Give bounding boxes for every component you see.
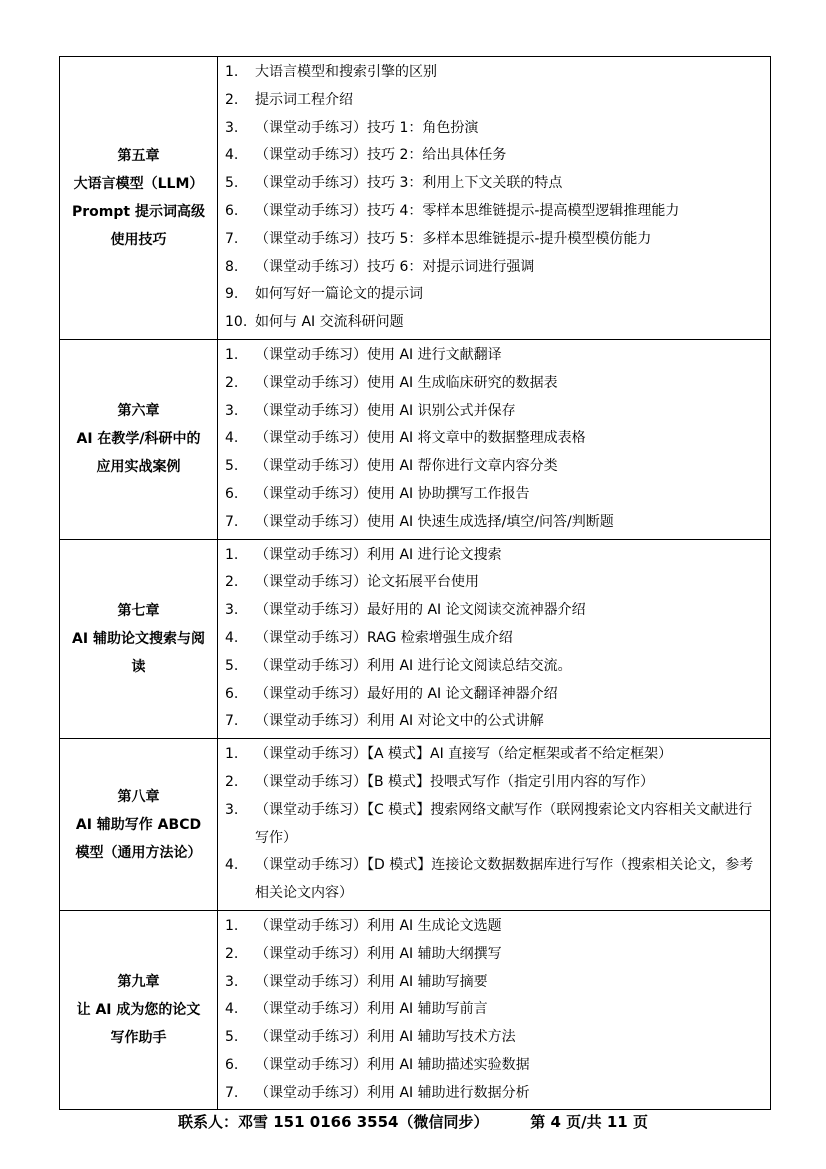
lesson-list	[218, 739, 770, 910]
lesson-text: （课堂动手练习）技巧 3：利用上下文关联的特点	[255, 175, 563, 192]
lesson-item	[218, 370, 770, 398]
lesson-text: （课堂动手练习）使用 AI 生成临床研究的数据表	[255, 374, 558, 391]
footer-contact: 联系人：邓雪 151 0166 3554（微信同步）	[178, 1113, 489, 1131]
lesson-item	[218, 226, 770, 254]
lesson-item	[218, 569, 770, 597]
chapter-items-cell	[218, 910, 771, 1110]
lesson-list	[218, 57, 770, 339]
lesson-item	[218, 996, 770, 1024]
chapter-title-line: 模型（通用方法论）	[75, 844, 202, 861]
lesson-item	[218, 1024, 770, 1052]
lesson-item	[218, 309, 770, 337]
lesson-number: 6.	[225, 485, 239, 502]
lesson-text: 大语言模型和搜索引擎的区别	[255, 64, 437, 80]
lesson-number: 7.	[225, 1084, 239, 1101]
lesson-text: （课堂动手练习）使用 AI 进行文献翻译	[255, 346, 502, 363]
lesson-number: 3.	[225, 973, 239, 990]
lesson-number: 7.	[225, 513, 239, 530]
lesson-text: （课堂动手练习）论文拓展平台使用	[255, 574, 479, 591]
chapter-title-line: 大语言模型（LLM）	[73, 175, 204, 192]
lesson-text: （课堂动手练习）利用 AI 辅助写摘要	[255, 973, 488, 990]
lesson-item	[218, 969, 770, 997]
chapter-title-line: 第六章	[117, 403, 160, 420]
lesson-text: （课堂动手练习）使用 AI 快速生成选择/填空/问答/判断题	[255, 513, 614, 530]
lesson-item	[218, 481, 770, 509]
lesson-item	[218, 198, 770, 226]
lesson-item	[218, 281, 770, 309]
lesson-item	[218, 453, 770, 481]
lesson-item	[218, 142, 770, 170]
lesson-number: 2.	[225, 574, 239, 591]
lesson-number: 7.	[225, 713, 239, 730]
lesson-number: 7.	[225, 230, 239, 247]
lesson-item	[218, 653, 770, 681]
chapter-title-cell	[60, 739, 218, 911]
lesson-number: 6.	[225, 685, 239, 702]
chapter-row	[60, 910, 771, 1110]
lesson-number: 2.	[225, 773, 239, 790]
lesson-text: （课堂动手练习）利用 AI 辅助大纲撰写	[255, 945, 502, 962]
chapter-title-line: 第七章	[117, 602, 160, 619]
lesson-text: （课堂动手练习）技巧 5：多样本思维链提示-提升模型模仿能力	[255, 230, 652, 247]
chapter-title-cell	[60, 339, 218, 539]
lesson-item	[218, 941, 770, 969]
lesson-item	[218, 852, 770, 908]
chapter-row	[60, 57, 771, 340]
lesson-text: （课堂动手练习）技巧 4：零样本思维链提示-提高模型逻辑推理能力	[255, 202, 680, 219]
chapter-items-cell	[218, 57, 771, 340]
chapter-title-line: 读	[131, 658, 146, 675]
lesson-item	[218, 170, 770, 198]
lesson-text: （课堂动手练习）使用 AI 将文章中的数据整理成表格	[255, 430, 586, 447]
lesson-item	[218, 254, 770, 282]
lesson-text: （课堂动手练习）利用 AI 生成论文选题	[255, 917, 502, 934]
chapter-title-line: 第五章	[117, 147, 160, 164]
lesson-text: 如何与 AI 交流科研问题	[255, 314, 404, 331]
chapter-title-cell	[60, 57, 218, 340]
lesson-item	[218, 913, 770, 941]
lesson-text: （课堂动手练习）使用 AI 帮你进行文章内容分类	[255, 458, 558, 475]
lesson-number: 1.	[225, 917, 239, 934]
chapter-title-line: 写作助手	[110, 1030, 167, 1047]
chapter-title-line: 让 AI 成为您的论文	[76, 1002, 201, 1019]
chapter-title-line: 第八章	[117, 788, 160, 805]
lesson-item	[218, 87, 770, 115]
lesson-number: 4.	[225, 430, 239, 447]
chapter-title-line: 应用实战案例	[96, 459, 181, 476]
chapter-items-cell	[218, 539, 771, 739]
lesson-text: （课堂动手练习）使用 AI 协助撰写工作报告	[255, 485, 530, 502]
chapter-title-line: 第九章	[117, 974, 160, 991]
lesson-number: 5.	[225, 458, 239, 475]
chapter-title-line: 使用技巧	[110, 231, 167, 248]
lesson-number: 4.	[225, 629, 239, 646]
lesson-number: 1.	[225, 346, 239, 363]
lesson-text: （课堂动手练习）【C 模式】搜索网络文献写作（联网搜索论文内容相关文献进行写作）	[255, 801, 753, 846]
lesson-text: （课堂动手练习）技巧 2：给出具体任务	[255, 147, 507, 164]
lesson-text: （课堂动手练习）【B 模式】投喂式写作（指定引用内容的写作）	[255, 773, 655, 790]
lesson-text: （课堂动手练习）RAG 检索增强生成介绍	[255, 629, 513, 646]
lesson-number: 3.	[225, 801, 239, 818]
lesson-text: 提示词工程介绍	[255, 91, 353, 108]
chapter-title-line: AI 辅助写作 ABCD	[75, 816, 202, 833]
lesson-item	[218, 769, 770, 797]
lesson-text: （课堂动手练习）利用 AI 辅助写前言	[255, 1001, 488, 1018]
lesson-number: 4.	[225, 857, 239, 874]
lesson-text: （课堂动手练习）技巧 1：角色扮演	[255, 119, 479, 136]
lesson-item	[218, 797, 770, 853]
lesson-text: （课堂动手练习）利用 AI 进行论文搜索	[255, 546, 502, 563]
chapter-row	[60, 739, 771, 911]
lesson-item	[218, 708, 770, 736]
lesson-number: 5.	[225, 1029, 239, 1046]
lesson-text: （课堂动手练习）利用 AI 辅助描述实验数据	[255, 1056, 530, 1073]
lesson-item	[218, 115, 770, 143]
chapter-title-cell	[60, 539, 218, 739]
lesson-text: （课堂动手练习）利用 AI 辅助进行数据分析	[255, 1084, 530, 1101]
chapter-title-cell	[60, 910, 218, 1110]
lesson-item	[218, 542, 770, 570]
lesson-text: （课堂动手练习）利用 AI 辅助写技术方法	[255, 1029, 516, 1046]
lesson-number: 3.	[225, 602, 239, 619]
lesson-text: （课堂动手练习）最好用的 AI 论文翻译神器介绍	[255, 685, 558, 702]
chapter-title-line: AI 在教学/科研中的	[76, 431, 201, 448]
chapter-items-cell	[218, 739, 771, 911]
chapter-title-line: Prompt 提示词高级	[72, 203, 205, 220]
lesson-item	[218, 59, 770, 87]
lesson-number: 1.	[225, 546, 239, 563]
lesson-item	[218, 597, 770, 625]
lesson-item	[218, 741, 770, 769]
lesson-item	[218, 398, 770, 426]
course-outline-table	[59, 56, 771, 1110]
lesson-text: （课堂动手练习）【D 模式】连接论文数据数据库进行写作（搜索相关论文，参考相关论文内容）	[255, 857, 754, 902]
lesson-number: 2.	[225, 945, 239, 962]
lesson-item	[218, 425, 770, 453]
lesson-number: 4.	[225, 1001, 239, 1018]
lesson-text: （课堂动手练习）技巧 6：对提示词进行强调	[255, 258, 535, 275]
lesson-item	[218, 1052, 770, 1080]
chapter-row	[60, 339, 771, 539]
lesson-item	[218, 342, 770, 370]
lesson-number: 1.	[225, 746, 239, 763]
lesson-list	[218, 540, 770, 739]
lesson-list	[218, 911, 770, 1110]
lesson-number: 5.	[225, 175, 239, 192]
chapter-row	[60, 539, 771, 739]
lesson-number: 10.	[225, 314, 248, 331]
lesson-number: 4.	[225, 147, 239, 164]
lesson-item	[218, 509, 770, 537]
lesson-number: 5.	[225, 657, 239, 674]
lesson-number: 2.	[225, 374, 239, 391]
lesson-item	[218, 1080, 770, 1108]
lesson-number: 1.	[225, 64, 239, 80]
lesson-number: 6.	[225, 202, 239, 219]
lesson-text: 如何写好一篇论文的提示词	[255, 286, 423, 303]
chapter-title-line: AI 辅助论文搜索与阅	[72, 630, 205, 647]
page-footer	[0, 1111, 826, 1132]
lesson-text: （课堂动手练习）利用 AI 进行论文阅读总结交流。	[255, 657, 572, 674]
lesson-item	[218, 625, 770, 653]
lesson-text: （课堂动手练习）使用 AI 识别公式并保存	[255, 402, 516, 419]
lesson-text: （课堂动手练习）【A 模式】AI 直接写（给定框架或者不给定框架）	[255, 746, 673, 763]
lesson-number: 6.	[225, 1056, 239, 1073]
lesson-number: 3.	[225, 119, 239, 136]
lesson-item	[218, 681, 770, 709]
lesson-number: 9.	[225, 286, 239, 303]
lesson-text: （课堂动手练习）最好用的 AI 论文阅读交流神器介绍	[255, 602, 586, 619]
chapter-items-cell	[218, 339, 771, 539]
lesson-text: （课堂动手练习）利用 AI 对论文中的公式讲解	[255, 713, 544, 730]
lesson-list	[218, 340, 770, 539]
footer-page-number: 第 4 页/共 11 页	[530, 1113, 648, 1131]
lesson-number: 2.	[225, 91, 239, 108]
lesson-number: 8.	[225, 258, 239, 275]
lesson-number: 3.	[225, 402, 239, 419]
